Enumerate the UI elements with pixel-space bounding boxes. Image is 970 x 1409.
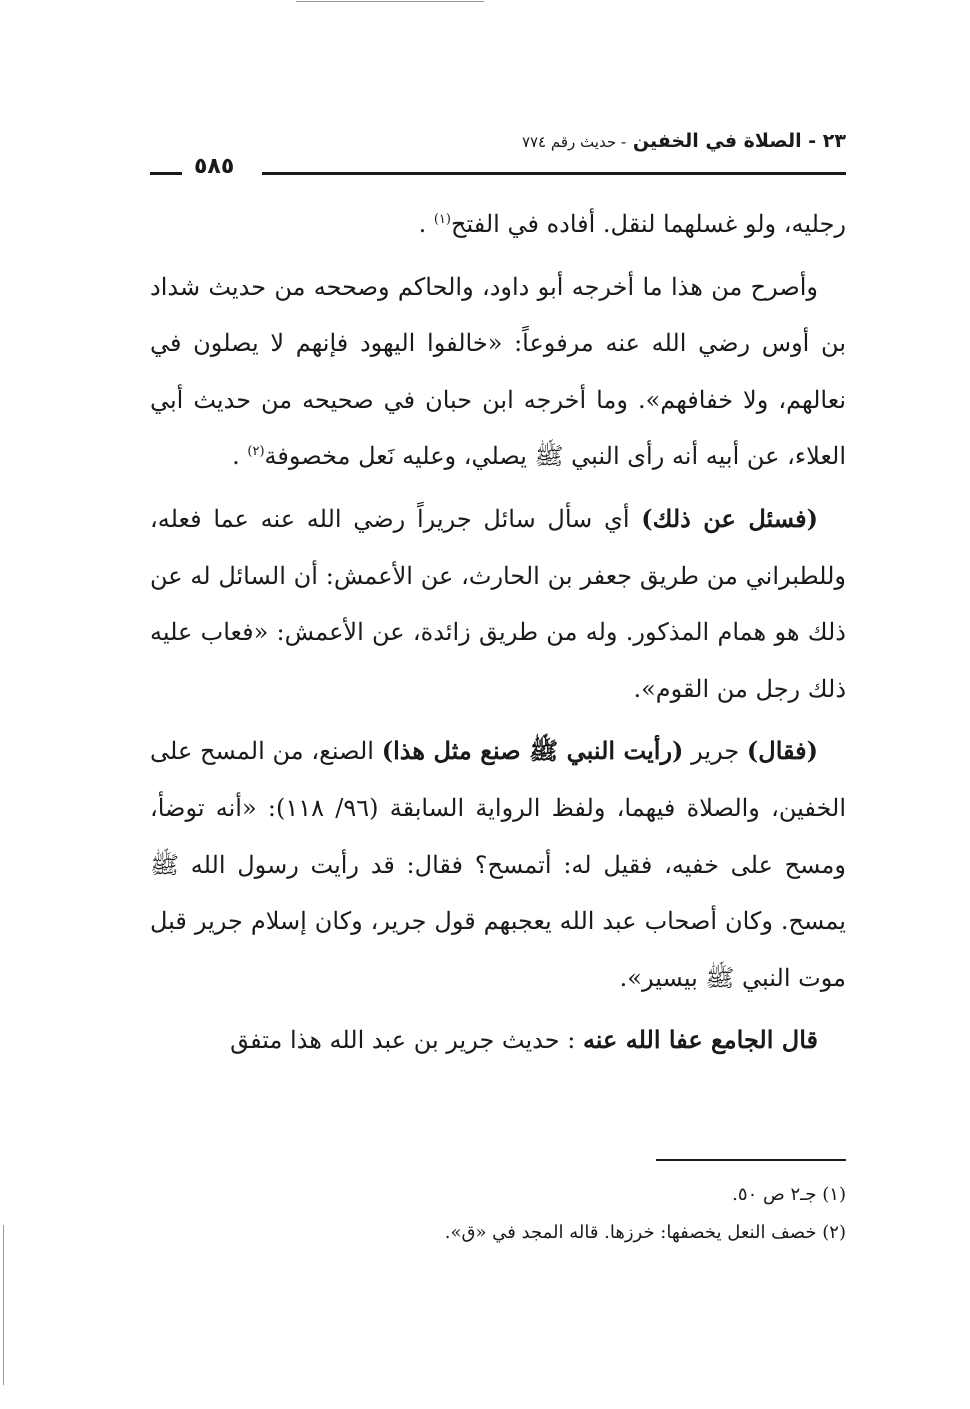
paragraph-text: .: [232, 442, 248, 471]
paragraph: [150, 259, 846, 485]
paragraph: [150, 491, 846, 717]
footnote: (١) جـ٢ ص ٥٠.: [732, 1184, 846, 1205]
quoted-lemma: (فسئل عن ذلك): [641, 503, 818, 533]
paragraph-text: أي سأل سائل جريراً رضي الله عنه عما فعله، وللطبراني من طريق جعفر بن الحارث، عن الأعمش: أن السائل له عن ذلك هو همام المذكور. وله من طريق زائدة، عن الأعمش: «فعاب عليه ذلك رجل من القوم».: [150, 504, 847, 703]
quoted-lemma: (فقال): [746, 736, 818, 766]
paragraph-text: .: [418, 210, 434, 238]
footnote-separator: [656, 1159, 846, 1161]
footnote-ref: (٢): [247, 444, 265, 460]
quoted-lemma: (رأيت النبي ﷺ صنع مثل هذا): [381, 736, 684, 766]
paragraph-text: : حديث جرير بن عبد الله هذا متفق: [230, 1026, 583, 1055]
paragraph: [150, 196, 846, 253]
footnote: (٢) خصف النعل يخصفها: خرزها. قاله المجد في «ق».: [444, 1222, 846, 1243]
header-rule: [262, 172, 846, 175]
left-edge-rule: [3, 1225, 4, 1385]
page-number-rule: [150, 172, 182, 175]
hadith-number: - حديث رقم ٧٧٤: [521, 133, 627, 151]
paragraph: [150, 1012, 846, 1069]
author-note-heading: قال الجامع عفا الله عنه: [582, 1025, 818, 1055]
paragraph-text: جرير: [683, 737, 747, 766]
footnote-ref: (١): [433, 212, 451, 227]
top-edge-rule: [296, 1, 484, 2]
paragraph-text: الصنع، من المسح على الخفين، والصلاة فيهما، ولفظ الرواية السابقة (٩٦/ ١١٨): «أنه توضأ، ومسح على خفيه، فقيل له: أتمسح؟ فقال: قد رأيت رسول الله ﷺ يمسح. وكان أصحاب عبد الله يعجبهم قول جرير، وكان إسلام جرير قبل موت النبي ﷺ بيسير».: [150, 737, 846, 992]
footnotes: [150, 1176, 846, 1252]
paragraph: [150, 723, 846, 1006]
page-body: [150, 196, 846, 1075]
chapter-title: ٢٣ - الصلاة في الخفين: [632, 130, 846, 152]
page-number: ٥٨٥: [194, 154, 235, 179]
paragraph-text: وأصرح من هذا ما أخرجه أبو داود، والحاكم وصححه من حديث شداد بن أوس رضي الله عنه مرفوعاً: «خالفوا اليهود فإنهم لا يصلون في نعالهم، ولا خفافهم». وما أخرجه ابن حبان في صحيحه من حديث أبي العلاء، عن أبيه أنه رأى النبي ﷺ يصلي، وعليه نَعل مخصوفة: [150, 272, 846, 471]
page-header: [150, 130, 846, 186]
paragraph-text: رجليه، ولو غسلهما لنقل. أفاده في الفتح: [450, 210, 846, 238]
running-title: [522, 130, 846, 152]
